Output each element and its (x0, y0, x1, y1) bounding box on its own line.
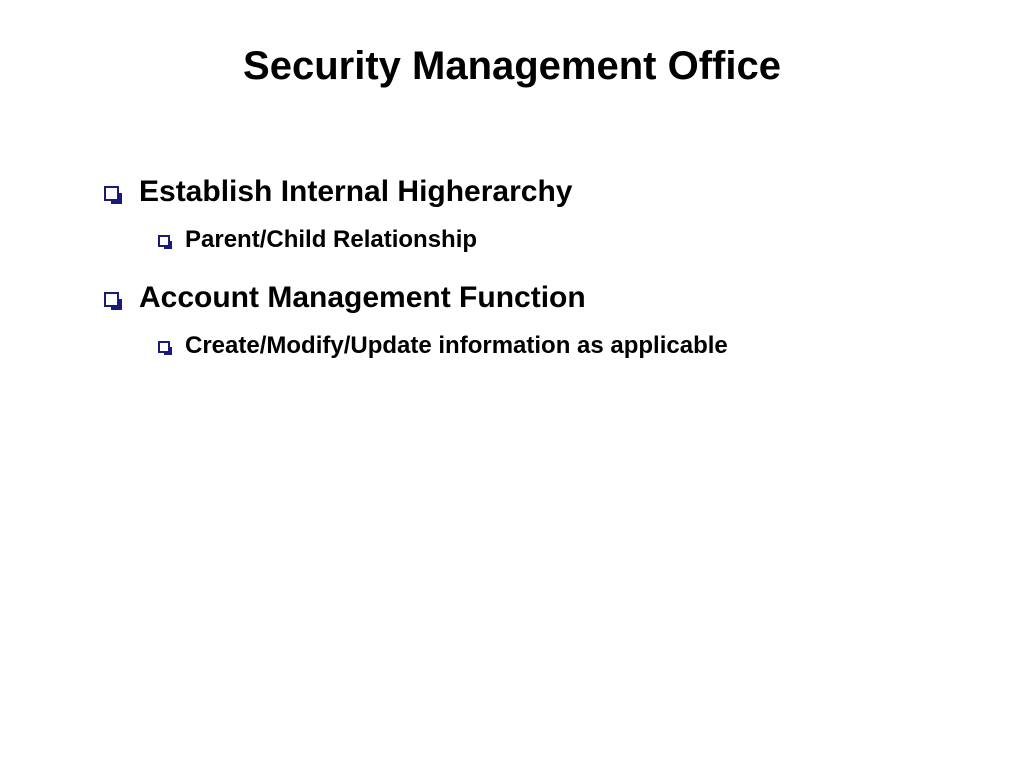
square-bullet-icon (158, 235, 170, 247)
bullet-list (104, 170, 984, 382)
square-bullet-icon (158, 341, 170, 353)
square-bullet-icon (104, 186, 119, 201)
slide-title: Security Management Office (243, 44, 781, 88)
sub-bullet-text: Create/Modify/Update information as applicable (185, 332, 728, 359)
sub-bullet-text: Parent/Child Relationship (185, 226, 478, 253)
bullet-text: Establish Internal Higherarchy (139, 175, 573, 208)
bullet-item (104, 170, 984, 214)
sub-bullet-item (158, 224, 984, 256)
sub-bullet-item (158, 330, 984, 362)
square-bullet-icon (104, 292, 119, 307)
bullet-item (104, 276, 984, 320)
bullet-text: Account Management Function (139, 281, 586, 314)
